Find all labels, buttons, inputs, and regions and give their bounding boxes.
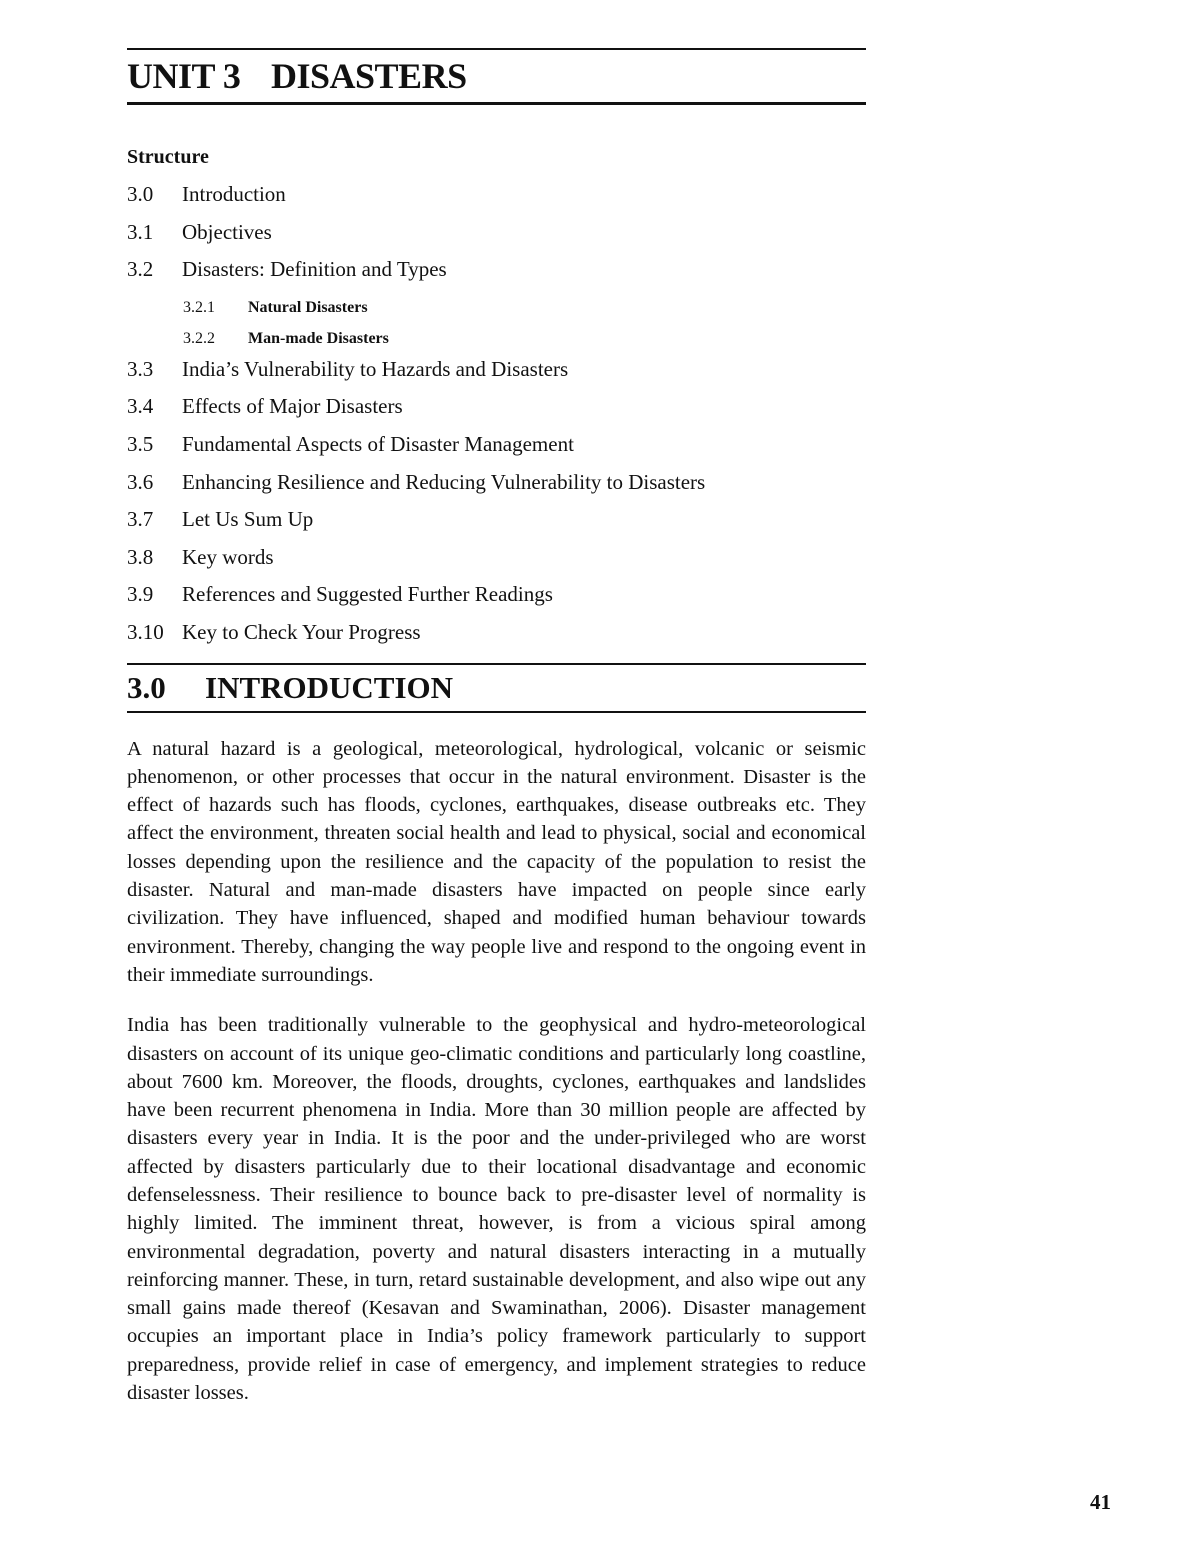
toc-item-title: Key words [182, 544, 274, 569]
section-top-rule [127, 663, 866, 665]
unit-title-text: DISASTERS [271, 56, 467, 96]
toc-item-title: References and Suggested Further Readings [182, 582, 553, 607]
toc-subitem-title: Man-made Disasters [248, 329, 389, 347]
section-number: 3.0 [127, 669, 166, 705]
toc-item-number: 3.2 [127, 257, 154, 282]
toc-item-number: 3.9 [127, 582, 154, 607]
toc-item [127, 219, 866, 257]
toc-item-number: 3.3 [127, 356, 154, 381]
document-page [127, 48, 866, 1407]
toc-item-title: Key to Check Your Progress [182, 619, 421, 644]
toc-subitem [127, 294, 866, 325]
unit-number: UNIT 3 [127, 56, 241, 96]
toc-item-number: 3.4 [127, 394, 154, 419]
body-paragraph: India has been traditionally vulnerable to the geophysical and hydro-meteorological disasters on account of its unique geo-climatic conditions and particularly long coastline, about 7600 km. Moreover, the floods, droughts, cyclones, earthquakes and landslides have been recurrent phenomena in India. More than 30 million people are affected by disasters every year in India. It is the poor and the under-privileged who are worst affected by disasters particularly due to their locational disadvantage and economic defenselessness. Their resilience to bounce back to pre-disaster level of normality is highly limited. The imminent threat, however, is from a vicious spiral among environmental degradation, poverty and natural disasters interacting in a mutually reinforcing manner. These, in turn, retard sustainable development, and also wipe out any small gains made thereof (Kesavan and Swaminathan, 2006). Disaster management occupies an important place in India’s policy framework particularly to support preparedness, provide relief in case of emergency, and implement strategies to reduce disaster losses. [127, 1014, 866, 1405]
toc-item-number: 3.0 [127, 182, 154, 206]
page-number: 41 [1090, 1490, 1111, 1514]
toc-item-number: 3.10 [127, 619, 164, 644]
toc-item [127, 256, 866, 294]
body-paragraph: A natural hazard is a geological, meteorological, hydrological, volcanic or seismic phenomenon, or other processes that occur in the natural environment. Disaster is the effect of hazards such has floods, cyclones, earthquakes, disease outbreaks etc. They affect the environment, threaten social health and lead to physical, social and economical losses depending upon the resilience and the capacity of the population to resist the disaster. Natural and man-made disasters have impacted on people since early civilization. They have influenced, shaped and modified human behaviour towards environment. Thereby, changing the way people live and respond to the ongoing event in their immediate surroundings. [127, 737, 866, 986]
toc-subitem-number: 3.2.2 [183, 329, 215, 347]
toc-item [127, 544, 866, 582]
structure-label: Structure [127, 146, 209, 168]
toc-item-title: Introduction [182, 182, 286, 206]
unit-title-rule [127, 102, 866, 105]
toc-item [127, 431, 866, 469]
toc-item [127, 469, 866, 507]
unit-title [127, 56, 866, 96]
toc-item-number: 3.6 [127, 469, 154, 494]
toc-item-title: Objectives [182, 219, 272, 244]
toc-item-number: 3.7 [127, 507, 154, 532]
section-bottom-rule [127, 711, 866, 713]
toc-subitem-title: Natural Disasters [248, 298, 368, 316]
toc-subitem [127, 325, 866, 356]
toc-item [127, 506, 866, 544]
toc-item-title: India’s Vulnerability to Hazards and Disasters [182, 356, 569, 381]
section-title-text: INTRODUCTION [205, 669, 454, 705]
table-of-contents [127, 181, 866, 657]
toc-item-title: Fundamental Aspects of Disaster Management [182, 431, 574, 456]
toc-item-number: 3.8 [127, 544, 154, 569]
toc-item [127, 393, 866, 431]
toc-item-number: 3.1 [127, 219, 154, 244]
toc-item-title: Effects of Major Disasters [182, 394, 403, 419]
toc-item [127, 356, 866, 394]
top-rule [127, 48, 866, 50]
toc-item [127, 181, 866, 219]
section-title [127, 669, 866, 707]
toc-item [127, 619, 866, 657]
toc-item [127, 581, 866, 619]
toc-item-title: Let Us Sum Up [182, 507, 314, 532]
toc-subitem-number: 3.2.1 [183, 298, 215, 316]
section-introduction [127, 663, 866, 1408]
toc-item-number: 3.5 [127, 431, 154, 456]
toc-item-title: Disasters: Definition and Types [182, 257, 447, 282]
toc-item-title: Enhancing Resilience and Reducing Vulnerability to Disasters [182, 469, 706, 494]
